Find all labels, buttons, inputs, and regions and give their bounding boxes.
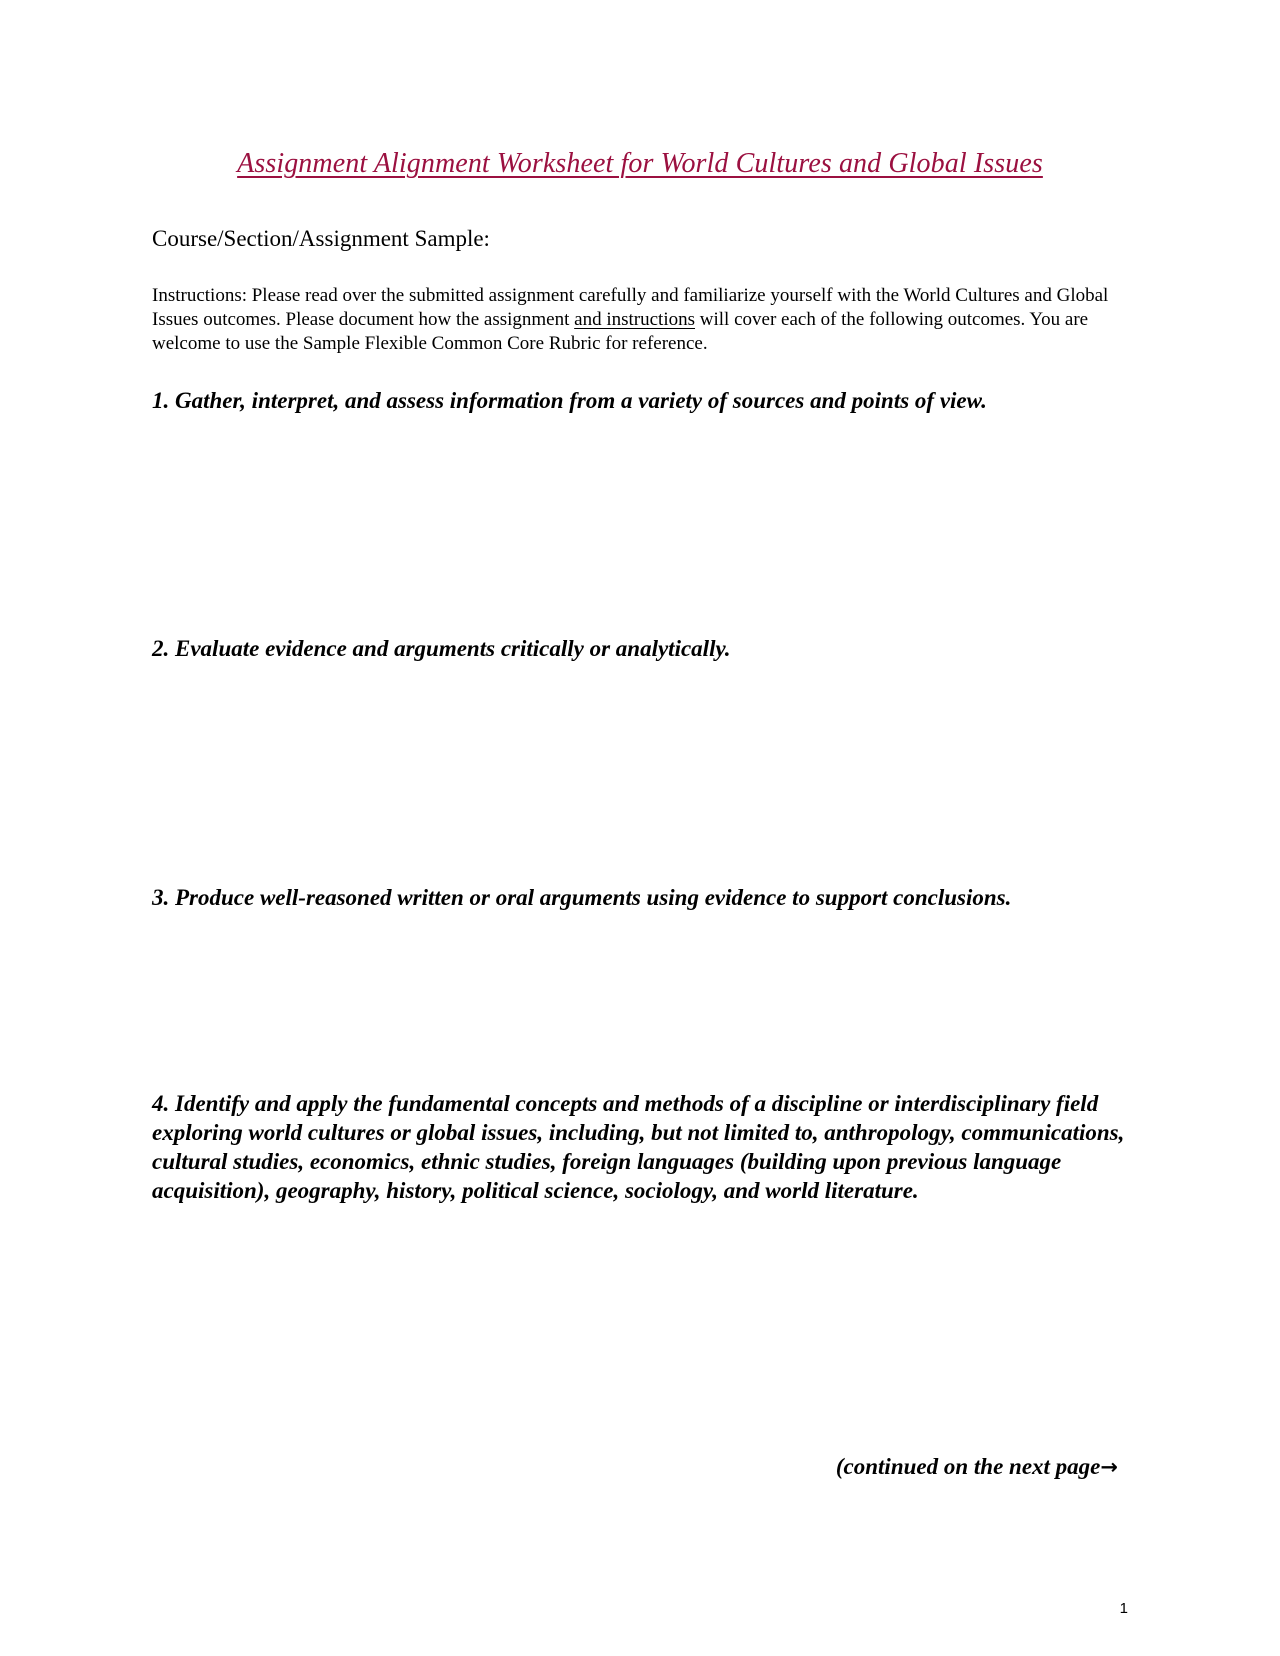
course-section-assignment-label: Course/Section/Assignment Sample: (152, 226, 490, 251)
instructions-text-part1: Instructions: Please read over the submitted assignment carefully and familiarize yourself with the World Cultures and Global Issues outcomes. Please document how the assignment (152, 285, 1109, 330)
continued-text: (continued on the next page (835, 1454, 1101, 1479)
outcome-3-heading: 3. Produce well-reasoned written or oral arguments using evidence to support conclusions. (152, 885, 1012, 910)
page-number: 1 (1119, 1600, 1128, 1617)
instructions-text-part2: will cover each of the following outcomes. You are welcome to use the Sample Flexible Common Core Rubric for reference. (152, 309, 1089, 354)
page-title: Assignment Alignment Worksheet for World Cultures and Global Issues (237, 148, 1043, 179)
instructions-underlined-text: and instructions (574, 309, 696, 330)
outcome-1-heading: 1. Gather, interpret, and assess information from a variety of sources and points of view. (152, 388, 987, 413)
outcome-2-heading: 2. Evaluate evidence and arguments critically or analytically. (152, 636, 731, 661)
continued-note (836, 1454, 1118, 1480)
right-arrow-icon: → (1100, 1455, 1118, 1479)
instructions-paragraph (152, 284, 1132, 356)
outcome-4-heading: 4. Identify and apply the fundamental concepts and methods of a discipline or interdisciplinary field exploring world cultures or global issues, including, but not limited to, anthropology, communications, cultural studies, economics, ethnic studies, foreign languages (building upon previous language acquisition), geography, history, political science, sociology, and world literature. (152, 1091, 1125, 1203)
